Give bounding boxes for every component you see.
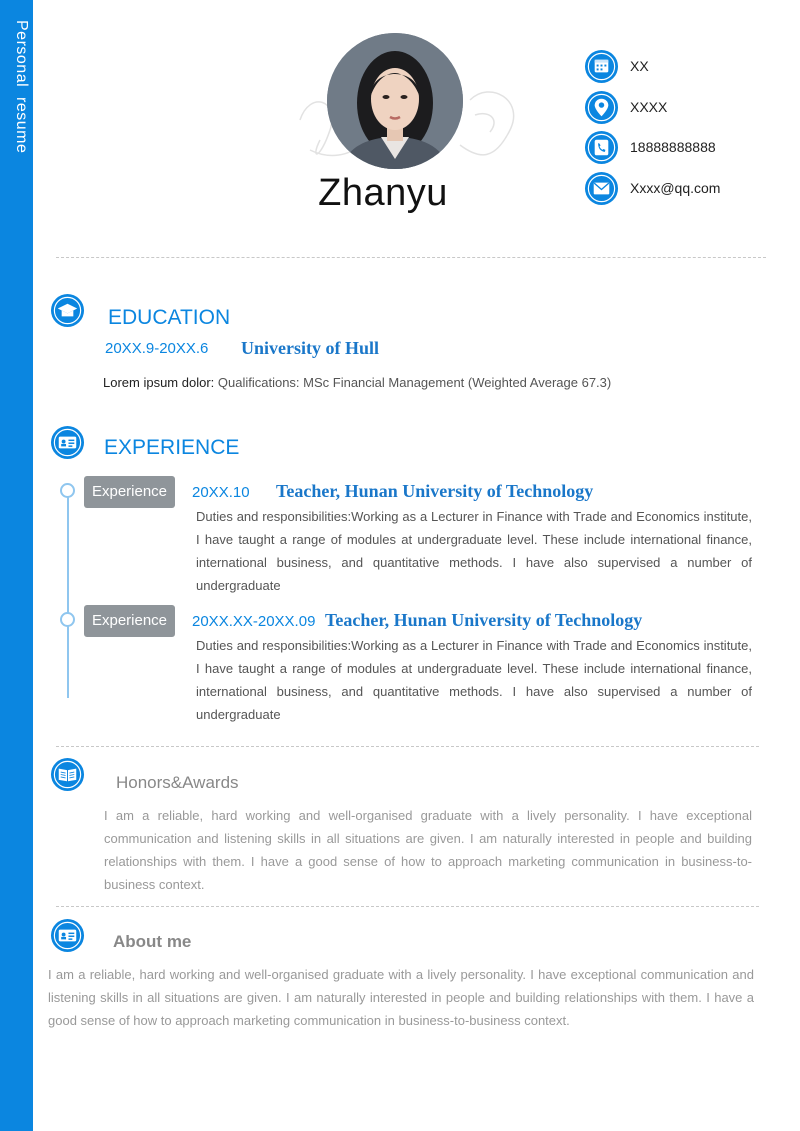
experience-tag: Experience	[84, 476, 175, 508]
contact-text: XX	[630, 58, 649, 74]
profile-name: Zhanyu	[318, 172, 448, 214]
experience-date: 20XX.XX-20XX.09	[192, 613, 316, 630]
contact-text: XXXX	[630, 99, 668, 115]
experience-position: Teacher, Hunan University of Technology	[276, 481, 594, 501]
section-title-about: About me	[113, 932, 192, 951]
education-label: Lorem ipsum dolor:	[103, 375, 215, 390]
portrait-image	[327, 33, 463, 169]
experience-description: Duties and responsibilities:Working as a Lecturer in Finance with Trade and Economics institute, I have taught a range of modules at undergraduate level. These include international finance, international business, and quantitative methods. I have also supervised a number of undergraduate	[196, 638, 752, 722]
mail-icon	[584, 171, 619, 206]
id-card-icon	[50, 425, 85, 460]
timeline-dot	[60, 612, 75, 627]
section-divider	[56, 257, 766, 258]
profile-photo	[327, 33, 463, 169]
section-title-experience: EXPERIENCE	[104, 436, 240, 459]
contact-row-location	[584, 90, 784, 126]
education-detail-line	[103, 375, 611, 390]
experience-tag: Experience	[84, 605, 175, 637]
contact-text: Xxxx@qq.com	[630, 180, 721, 196]
calendar-icon	[584, 49, 619, 84]
about-text: I am a reliable, hard working and well-organised graduate with a lively personality. I have exceptional communication and listening skills in all situations are given. I am naturally interested in people and building relationships with them. I have a good sense of how to approach marketing communication in business-to-business context.	[48, 967, 754, 1028]
contact-row-calendar	[584, 49, 784, 85]
timeline-dot	[60, 483, 75, 498]
graduation-icon	[50, 293, 85, 328]
contact-row-phone	[584, 130, 784, 166]
honors-text: I am a reliable, hard working and well-organised graduate with a lively personality. I have exceptional communication and listening skills in all situations are given. I am naturally interested in people and building relationships with them. I have a good sense of how to approach marketing communication in business-to-business context.	[104, 808, 752, 892]
experience-date: 20XX.10	[192, 484, 250, 501]
phone-icon	[584, 130, 619, 165]
sidebar	[0, 0, 33, 1131]
section-title-honors: Honors&Awards	[116, 773, 239, 792]
section-divider	[56, 906, 759, 907]
experience-description: Duties and responsibilities:Working as a Lecturer in Finance with Trade and Economics institute, I have taught a range of modules at undergraduate level. These include international finance, international business, and quantitative methods. I have also supervised a number of undergraduate	[196, 509, 752, 593]
section-divider	[56, 746, 759, 747]
education-detail: Qualifications: MSc Financial Management (Weighted Average 67.3)	[214, 375, 612, 390]
contact-row-mail	[584, 171, 784, 207]
sidebar-label: Personal resume	[13, 20, 30, 154]
experience-position: Teacher, Hunan University of Technology	[325, 610, 643, 630]
education-university: University of Hull	[241, 338, 379, 358]
experience-timeline	[67, 490, 69, 698]
education-date: 20XX.9-20XX.6	[105, 340, 209, 357]
contact-text: 18888888888	[630, 139, 716, 155]
location-pin-icon	[584, 90, 619, 125]
book-icon	[50, 757, 85, 792]
id-card-icon	[50, 918, 85, 953]
section-title-education: EDUCATION	[108, 306, 231, 329]
